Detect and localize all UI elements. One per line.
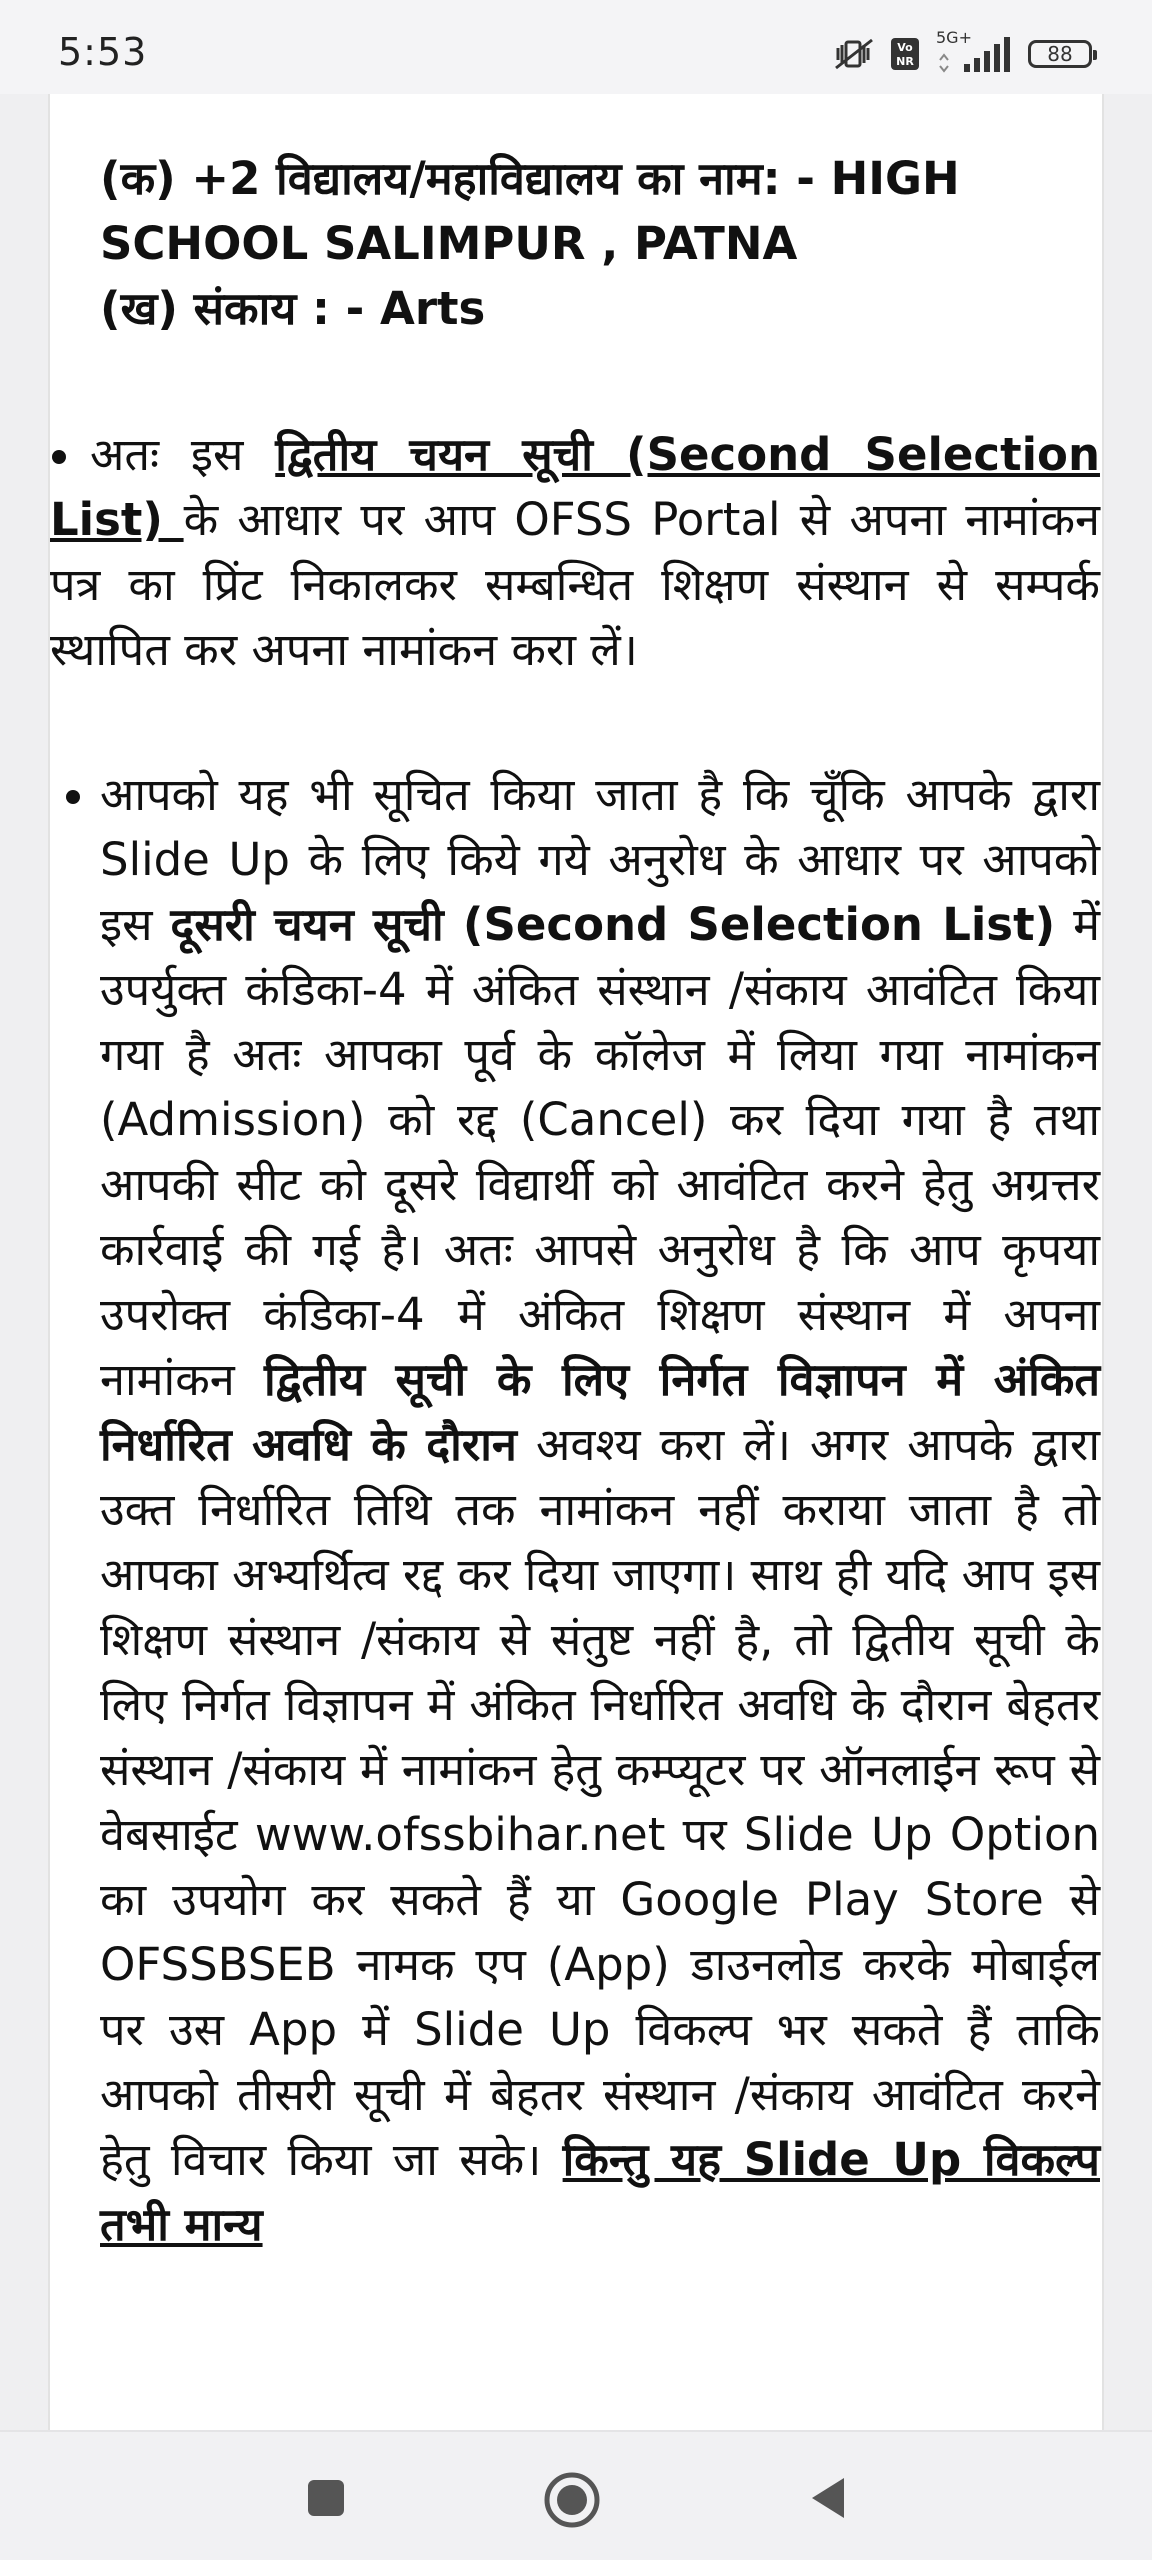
slide-up-condition-bold: किन्तु यह Slide Up विकल्प तभी मान्य bbox=[100, 2133, 1100, 2251]
recents-button[interactable] bbox=[296, 2468, 356, 2528]
para3-part1: आपको यह भी सूचित किया जाता है कि चूँकि आपके द्वारा Slide Up के लिए किये गये अनुरोध के आधार पर आपको इस bbox=[100, 768, 1100, 951]
document-page[interactable] bbox=[48, 94, 1104, 2430]
institution-name-line: (क) +2 विद्यालय/महाविद्यालय का नाम: - HIGH SCHOOL SALIMPUR , PATNA bbox=[100, 152, 960, 270]
second-selection-list-bold: दूसरी चयन सूची (Second Selection List) bbox=[170, 898, 1056, 951]
signal-icon bbox=[934, 28, 1014, 74]
status-time: 5:53 bbox=[58, 30, 148, 74]
network-label: 5G+ bbox=[936, 28, 972, 47]
para2-prefix: अतः इस bbox=[90, 428, 276, 481]
battery-icon bbox=[1028, 40, 1092, 68]
back-button[interactable] bbox=[798, 2468, 858, 2528]
bullet-icon bbox=[66, 790, 80, 804]
svg-text:Vo: Vo bbox=[897, 41, 913, 54]
slide-up-paragraph bbox=[100, 762, 1100, 2257]
svg-text:NR: NR bbox=[896, 55, 914, 68]
admission-period-bold: द्वितीय सूची के लिए निर्गत विज्ञापन में अंकित निर्धारित अवधि के दौरान bbox=[100, 1353, 1100, 1471]
navigation-bar bbox=[0, 2430, 1152, 2560]
status-icons bbox=[832, 28, 1092, 74]
para3-part2: में उपर्युक्त कंडिका-4 में अंकित संस्थान /संकाय आवंटित किया गया है अतः आपका पूर्व के कॉलेज में लिया गया नामांकन (Admission) को रद्द (Cancel) कर दिया गया है तथा आपकी सीट को दूसरे विद्यार्थी को आवंटित करने हेतु अग्रत्तर कार्रवाई की गई है। अतः आपसे अनुरोध है कि आप कृपया उपरोक्त कंडिका-4 में अंकित शिक्षण संस्थान में अपना नामांकन bbox=[100, 898, 1100, 1406]
para2-suffix: के आधार पर आप OFSS Portal से अपना नामांकन पत्र का प्रिंट निकालकर सम्बन्धित शिक्षण संस्थान से सम्पर्क स्थापित कर अपना नामांकन करा लें। bbox=[50, 493, 1100, 676]
para3-part3: अवश्य करा लें। अगर आपके द्वारा उक्त निर्धारित तिथि तक नामांकन नहीं कराया जाता है तो आपका अभ्यर्थित्व रद्द कर दिया जाएगा। साथ ही यदि आप इस शिक्षण संस्थान /संकाय से संतुष्ट नहीं है, तो द्वितीय सूची के लिए निर्गत विज्ञापन में अंकित निर्धारित अवधि के दौरान बेहतर संस्थान /संकाय में नामांकन हेतु कम्प्यूटर पर ऑनलाईन रूप से वेबसाईट www.ofssbihar.net पर Slide Up Option का उपयोग कर सकते हैं या Google Play Store से OFSSBSEB नामक एप (App) डाउनलोड करके मोबाईल पर उस App में Slide Up विकल्प भर सकते हैं ताकि आपको तीसरी सूची में बेहतर संस्थान /संकाय आवंटित करने हेतु विचार किया जा सके। bbox=[100, 1418, 1100, 2186]
faculty-line: (ख) संकाय : - Arts bbox=[100, 282, 486, 335]
home-button[interactable] bbox=[540, 2468, 604, 2532]
status-bar bbox=[0, 0, 1152, 94]
square-icon bbox=[296, 2468, 356, 2528]
circle-icon bbox=[540, 2468, 604, 2532]
institution-details bbox=[100, 146, 1100, 341]
back-triangle-icon bbox=[798, 2468, 858, 2528]
mute-vibrate-icon bbox=[832, 36, 876, 72]
selection-list-paragraph bbox=[50, 422, 1100, 682]
battery-level: 88 bbox=[1047, 42, 1073, 66]
volte-icon bbox=[890, 37, 920, 71]
second-selection-list-highlight: द्वितीय चयन सूची (Second Selection List) bbox=[50, 428, 1100, 546]
